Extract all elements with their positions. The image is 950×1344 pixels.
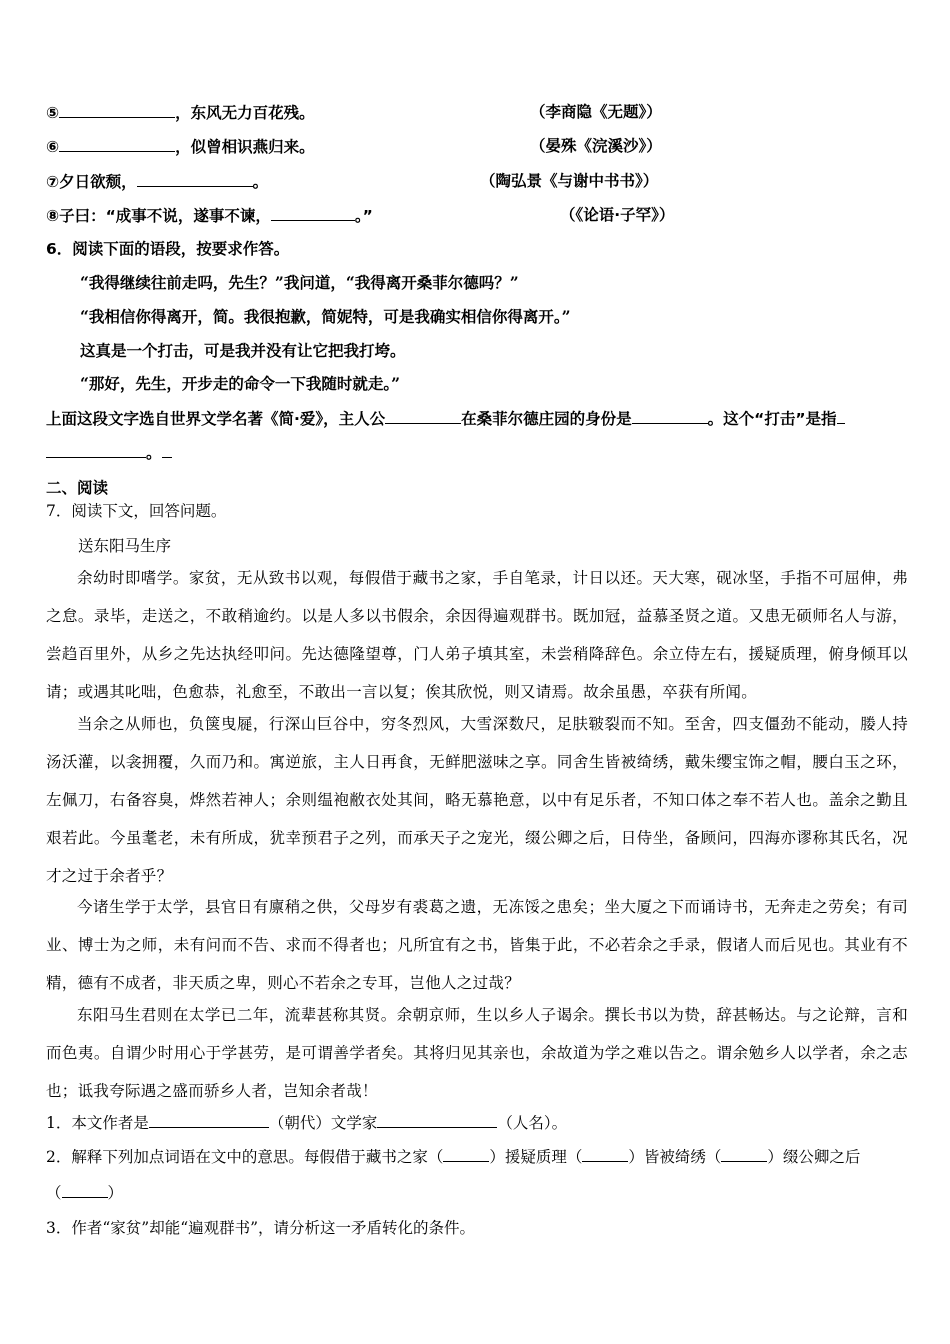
question-6-prompt-cont <box>46 441 910 464</box>
article-paragraph-2: 当余之从师也，负箧曳屣，行深山巨谷中，穷冬烈风，大雪深数尺，足肤皲裂而不知。至舍，四支僵劲不能动，媵人持汤沃灌，以衾拥覆，久而乃和。寓逆旅，主人日再食，无鲜肥滋味之享。同舍生皆被绮绣，戴朱缨宝饰之帽，腰白玉之环，左佩刀，右备容臭，烨然若神人；余则缊袍敝衣处其间，略无慕艳意，以中有足乐者，不知口体之奉不若人也。盖余之勤且艰若此。今虽耄老，未有所成，犹幸预君子之列，而承天子之宠光，缀公卿之后，日侍坐，备顾问，四海亦谬称其氏名，况才之过于余者乎？ <box>46 715 908 885</box>
prompt-text: （朝代）文学家 <box>268 1114 378 1132</box>
poem-text: 。 <box>252 173 269 191</box>
poem-text: 夕日欲颓， <box>59 173 137 191</box>
prompt-text: 。 <box>146 444 162 462</box>
poem-text: ，东风无力百花残。 <box>175 104 315 122</box>
prompt-text: 2．解释下列加点词语在文中的意思。每假借于藏书之家（ <box>46 1148 444 1166</box>
question-7-title: 7．阅读下文，回答问题。 <box>46 502 227 520</box>
answer-blank[interactable] <box>271 204 355 221</box>
poem-text: 子曰：“成事不说，遂事不谏， <box>59 207 271 225</box>
answer-blank[interactable] <box>721 1145 767 1162</box>
poem-line-8 <box>46 204 910 227</box>
sub-question-2 <box>46 1145 910 1168</box>
article-title: 送东阳马生序 <box>78 537 172 555</box>
quote-line: “我得继续往前走吗，先生？”我问道，“我得离开桑菲尔德吗？” <box>80 273 519 292</box>
answer-blank[interactable] <box>137 170 253 187</box>
quote-line: 这真是一个打击，可是我并没有让它把我打垮。 <box>80 341 406 360</box>
poem-number: ⑦ <box>46 173 60 191</box>
poem-number: ⑥ <box>46 138 60 156</box>
answer-blank[interactable] <box>377 1111 497 1128</box>
question-6-title: 6．阅读下面的语段，按要求作答。 <box>46 240 290 258</box>
question-6-prompt <box>46 407 910 430</box>
answer-blank[interactable] <box>582 1145 628 1162</box>
article-paragraph-3: 今诸生学于太学，县官日有廪稍之供，父母岁有裘葛之遗，无冻馁之患矣；坐大厦之下而诵诗书，无奔走之劳矣；有司业、博士为之师，未有问而不告、求而不得者也；凡所宜有之书，皆集于此，不必若余之手录，假诸人而后见也。其业有不精，德有不成者，非天质之卑，则心不若余之专耳，岂他人之过哉？ <box>46 898 908 992</box>
answer-blank[interactable] <box>62 1181 108 1198</box>
prompt-text: （人名）。 <box>497 1114 568 1132</box>
prompt-text: ） <box>107 1184 124 1202</box>
answer-blank[interactable] <box>632 407 708 424</box>
poem-line-6 <box>46 135 910 158</box>
poem-source-7: （陶弘景《与谢中书书》） <box>480 172 659 190</box>
prompt-text: 上面这段文字选自世界文学名著《简·爱》，主人公 <box>46 410 386 428</box>
answer-blank[interactable] <box>837 407 845 424</box>
prompt-text: ）皆被绮绣（ <box>628 1148 722 1166</box>
poem-source-6: （晏殊《浣溪沙》） <box>530 137 662 155</box>
prompt-text: ）援疑质理（ <box>489 1148 583 1166</box>
prompt-text: 。这个“打击”是指 <box>707 410 837 428</box>
answer-blank[interactable] <box>46 441 146 458</box>
answer-blank[interactable] <box>385 407 461 424</box>
prompt-text: ）缀公卿之后 <box>767 1148 861 1166</box>
answer-blank[interactable] <box>59 135 175 152</box>
poem-text: 。” <box>354 207 373 225</box>
article-paragraph-4: 东阳马生君则在太学已二年，流辈甚称其贤。余朝京师，生以乡人子谒余。撰长书以为贽，辞甚畅达。与之论辩，言和而色夷。自谓少时用心于学甚劳，是可谓善学者矣。其将归见其亲也，余故道为学之难以告之。谓余勉乡人以学者，余之志也；诋我夸际遇之盛而骄乡人者，岂知余者哉！ <box>46 1006 908 1100</box>
prompt-text: （ <box>46 1184 62 1202</box>
poem-line-7 <box>46 170 910 193</box>
poem-line-5 <box>46 101 910 124</box>
prompt-text: 1．本文作者是 <box>46 1114 149 1132</box>
poem-number: ⑧ <box>46 207 60 225</box>
article-paragraph-1: 余幼时即嗜学。家贫，无从致书以观，每假借于藏书之家，手自笔录，计日以还。天大寒，砚冰坚，手指不可屈伸，弗之怠。录毕，走送之，不敢稍逾约。以是人多以书假余，余因得遍观群书。既加冠，益慕圣贤之道。又患无硕师名人与游，尝趋百里外，从乡之先达执经叩问。先达德隆望尊，门人弟子填其室，未尝稍降辞色。余立侍左右，援疑质理，俯身倾耳以请；或遇其叱咄，色愈恭，礼愈至，不敢出一言以复；俟其欣悦，则又请焉。故余虽愚，卒获有所闻。 <box>46 569 908 701</box>
poem-source-5: （李商隐《无题》） <box>530 103 662 121</box>
prompt-text: 在桑菲尔德庄园的身份是 <box>461 410 632 428</box>
answer-blank[interactable] <box>149 1111 269 1128</box>
poem-source-8: （《论语·子罕》） <box>560 206 675 224</box>
sub-question-2-cont <box>46 1181 910 1204</box>
answer-blank[interactable] <box>443 1145 489 1162</box>
sub-question-3: 3．作者“家贫”却能“遍观群书”，请分析这一矛盾转化的条件。 <box>46 1219 476 1237</box>
section-heading: 二、阅读 <box>46 479 109 497</box>
answer-blank[interactable] <box>162 441 172 458</box>
quote-line: “我相信你得离开，简。我很抱歉，简妮特，可是我确实相信你得离开。” <box>80 307 571 326</box>
answer-blank[interactable] <box>59 101 175 118</box>
poem-text: ，似曾相识燕归来。 <box>175 138 315 156</box>
poem-number: ⑤ <box>46 104 60 122</box>
sub-question-1 <box>46 1111 910 1134</box>
quote-line: “那好，先生，开步走的命令一下我随时就走。” <box>80 374 401 393</box>
